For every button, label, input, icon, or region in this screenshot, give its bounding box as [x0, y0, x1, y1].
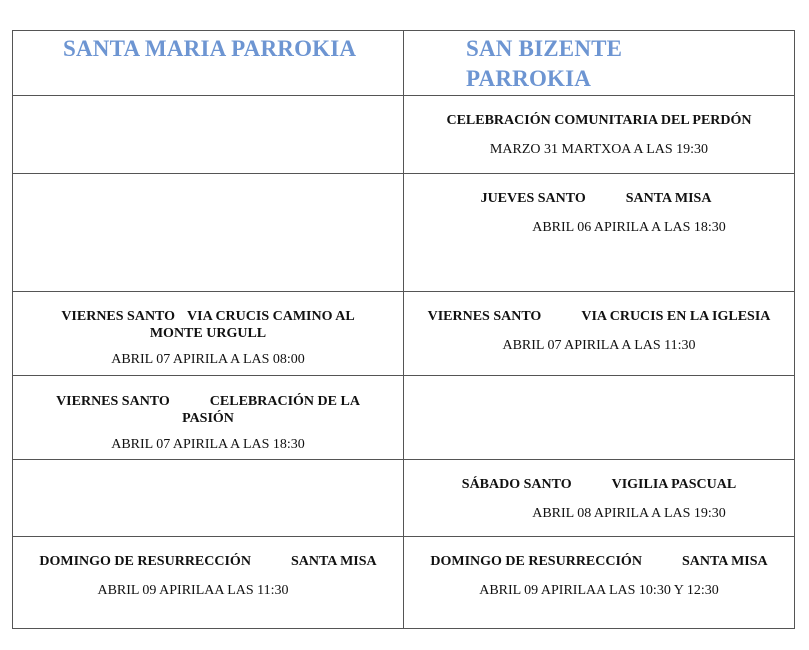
schedule-table: [12, 30, 795, 629]
event-name-cont: MONTE URGULL: [149, 326, 267, 341]
empty-cell: [404, 376, 795, 460]
event-name: VIA CRUCIS EN LA IGLESIA: [581, 309, 771, 324]
event-name: VIA CRUCIS CAMINO AL: [187, 309, 355, 324]
event-cell: [404, 292, 795, 376]
event-name: CELEBRACIÓN DE LA: [209, 394, 360, 409]
header-cell-santa-maria: [13, 31, 404, 96]
event-cell: [13, 292, 404, 376]
event-name-cont: PASIÓN: [182, 411, 234, 426]
empty-cell: [13, 460, 404, 537]
event-date: ABRIL 06 APIRILA A LAS 18:30: [532, 220, 726, 235]
header-row: [13, 31, 795, 96]
event-day: VIERNES SANTO: [427, 309, 542, 324]
header-cell-san-bizente: [404, 31, 795, 96]
event-day: DOMINGO DE RESURRECCIÓN: [39, 554, 251, 569]
event-day: DOMINGO DE RESURRECCIÓN: [430, 554, 642, 569]
event-name: VIGILIA PASCUAL: [611, 477, 737, 492]
event-cell: [404, 96, 795, 174]
table-row: [13, 174, 795, 292]
event-name: SANTA MISA: [625, 191, 712, 206]
event-name: SANTA MISA: [681, 554, 768, 569]
santa-maria-header: SANTA MARIA PARROKIA: [63, 36, 357, 61]
event-cell: [13, 376, 404, 460]
event-time: A LAS 11:30: [214, 583, 289, 598]
event-day: SÁBADO SANTO: [461, 477, 572, 492]
event-cell: [404, 537, 795, 629]
event-date: MARZO 31 MARTXOA A LAS 19:30: [489, 142, 709, 157]
event-date: ABRIL 08 APIRILA A LAS 19:30: [532, 506, 726, 521]
event-cell: [13, 537, 404, 629]
event-date: ABRIL 07 APIRILA A LAS 08:00: [111, 352, 305, 367]
event-name: SANTA MISA: [290, 554, 377, 569]
event-date: ABRIL 07 APIRILA A LAS 18:30: [111, 437, 305, 452]
table-row: [13, 460, 795, 537]
event-date: ABRIL 09 APIRILA: [479, 583, 597, 598]
event-day: JUEVES SANTO: [480, 191, 586, 206]
event-cell: [404, 174, 795, 292]
table-row: [13, 292, 795, 376]
event-title: CELEBRACIÓN COMUNITARIA DEL PERDÓN: [446, 113, 752, 128]
empty-cell: [13, 96, 404, 174]
table-row: [13, 96, 795, 174]
event-date: ABRIL 07 APIRILA A LAS 11:30: [502, 338, 696, 353]
event-time: A LAS 10:30 Y 12:30: [596, 583, 719, 598]
empty-cell: [13, 174, 404, 292]
table-row: [13, 376, 795, 460]
event-day: VIERNES SANTO: [56, 394, 170, 409]
event-cell: [404, 460, 795, 537]
event-day: VIERNES SANTO: [61, 309, 176, 324]
table-row: [13, 537, 795, 629]
san-bizente-header: SAN BIZENTE PARROKIA: [466, 36, 623, 91]
event-date: ABRIL 09 APIRILA: [97, 583, 215, 598]
